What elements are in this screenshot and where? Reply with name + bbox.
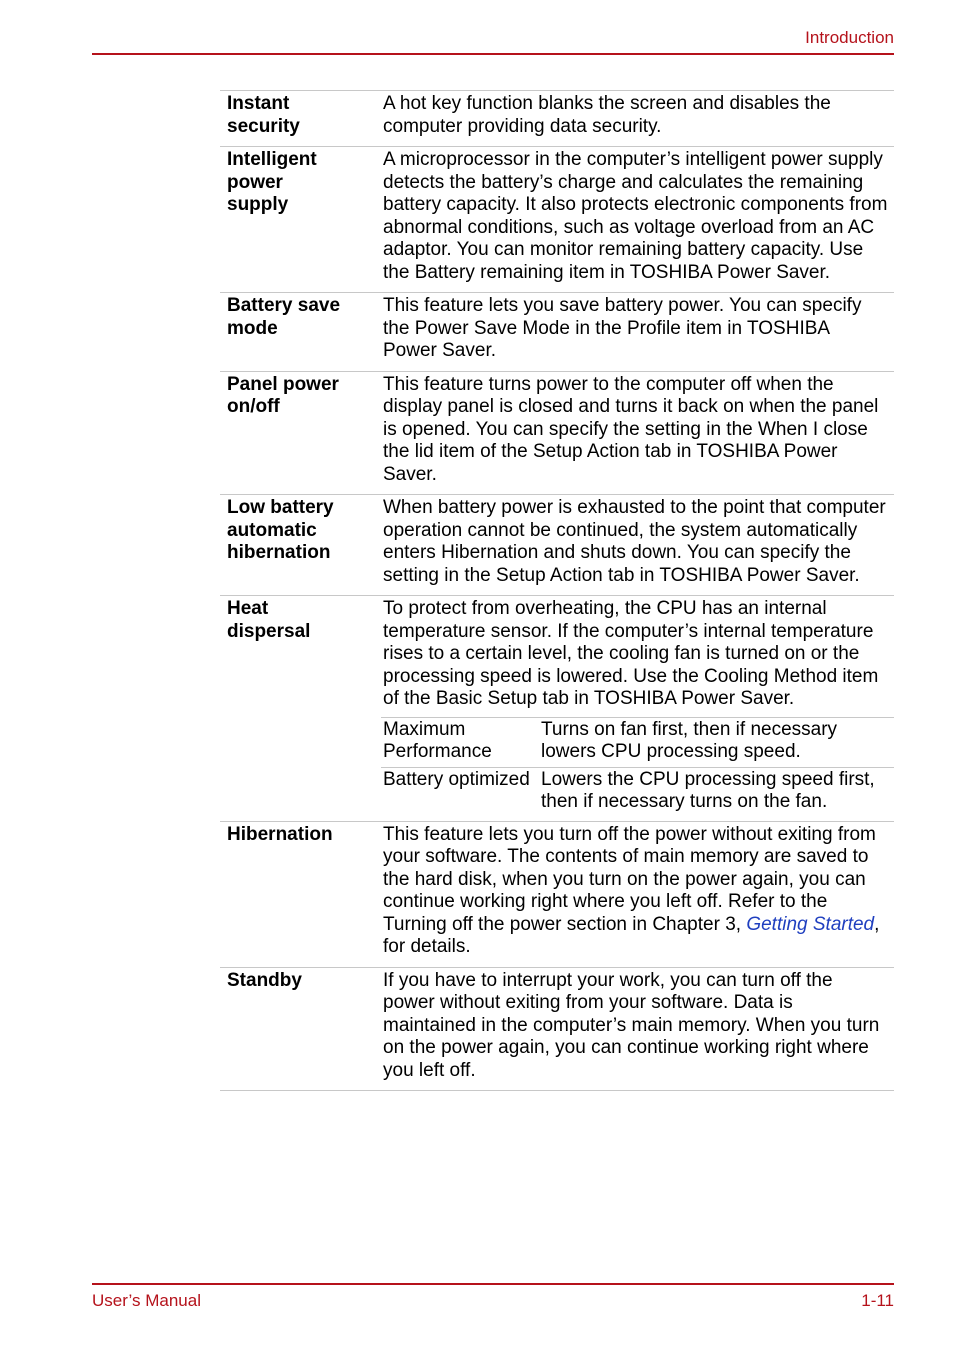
table-row (381, 767, 894, 817)
option-description: Lowers the CPU processing speed first, then if necessary turns on the fan. (541, 768, 875, 812)
feature-term: Hibernation (227, 823, 333, 845)
cooling-method-table (381, 717, 894, 817)
table-row (220, 372, 894, 496)
table-row (220, 293, 894, 372)
feature-description (375, 596, 894, 821)
feature-description: If you have to interrupt your work, you can turn off the power without exiting from your software. Data is maintained in the computer’s main memory. When you turn on the power again, you can continue working right where you left off. (383, 969, 880, 1081)
feature-description (375, 822, 894, 967)
feature-description: This feature turns power to the computer off when the display panel is closed and turns it back on when the panel is opened. You can specify the setting in the When I close the lid item of the Setup Action tab in TOSHIBA Power Saver. (383, 373, 879, 485)
feature-term: Battery save mode (227, 295, 341, 339)
option-label: Maximum Performance (383, 718, 492, 762)
feature-description: A microprocessor in the computer’s intelligent power supply detects the battery’s charge and calculates the remaining battery capacity. It also protects electronic components from abnormal conditions, such as voltage overload from an AC adaptor. You can monitor remaining battery capacity. Use the Battery remaining item in TOSHIBA Power Saver. (383, 149, 888, 283)
table-row (381, 718, 894, 767)
feature-term: Low battery automatic hibernation (227, 497, 334, 563)
option-label: Battery optimized (383, 768, 530, 790)
feature-term: Instant security (227, 93, 300, 137)
footer-divider (92, 1283, 894, 1285)
table-row (220, 596, 894, 822)
section-title: Introduction (805, 28, 894, 47)
feature-description-text: To protect from overheating, the CPU has an internal temperature sensor. If the computer’s internal temperature rises to a certain level, the cooling fan is turned on or the processing speed is lowered. Use the Cooling Method item of the Basic Setup tab in TOSHIBA Power Saver. (383, 598, 879, 709)
feature-term: Heat dispersal (227, 598, 311, 642)
table-row (220, 147, 894, 293)
description-text: This feature lets you turn off the power without exiting from your software. The contents of main memory are saved to the hard disk, when you turn on the power again, you can continue working right where you left off. Refer to the Turning off the power section in Chapter 3, (383, 823, 876, 935)
manual-title: User’s Manual (92, 1291, 201, 1310)
table-row (220, 822, 894, 968)
feature-term: Standby (227, 969, 302, 991)
option-description: Turns on fan first, then if necessary lowers CPU processing speed. (541, 718, 838, 762)
feature-description: This feature lets you save battery power. You can specify the Power Save Mode in the Profile item in TOSHIBA Power Saver. (383, 295, 862, 361)
header-divider (92, 53, 894, 55)
description-text: , for details. (383, 913, 880, 957)
table-row (220, 968, 894, 1092)
getting-started-link[interactable]: Getting Started (746, 913, 875, 935)
page-number: 1-11 (861, 1291, 894, 1310)
table-row (220, 495, 894, 596)
table-row (220, 91, 894, 147)
feature-description: A hot key function blanks the screen and disables the computer providing data security. (383, 93, 831, 137)
feature-term: Panel power on/off (227, 373, 339, 417)
feature-term: Intelligent power supply (227, 149, 317, 215)
feature-description: When battery power is exhausted to the point that computer operation cannot be continued, the system automatically enters Hibernation and shuts down. You can specify the setting in the Setup Action tab in TOSHIBA Power Saver. (383, 497, 886, 586)
feature-table (220, 90, 894, 1091)
